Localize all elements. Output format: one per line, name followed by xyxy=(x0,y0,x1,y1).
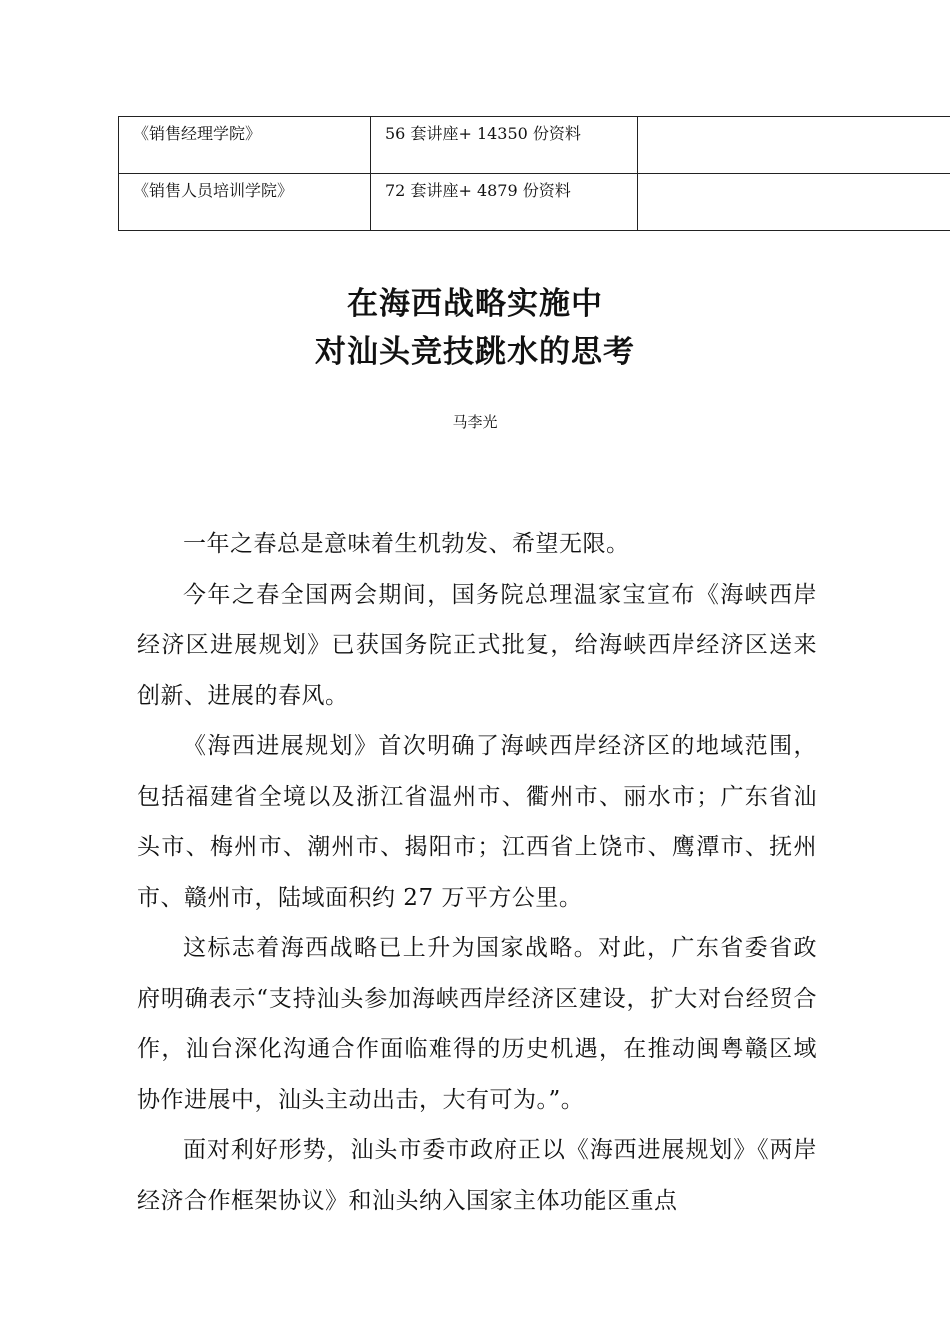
paragraph: 《海西进展规划》首次明确了海峡西岸经济区的地域范围，包括福建省全境以及浙江省温州市、衢州市、丽水市；广东省汕头市、梅州市、潮州市、揭阳市；江西省上饶市、鹰潭市、抚州市、赣州市，陆域面积约 27 万平方公里。 xyxy=(137,733,817,911)
author-name: 马李光 xyxy=(452,413,498,431)
document-title-line-2: 对汕头竞技跳水的思考 xyxy=(315,334,635,370)
table-cell-name: 《销售人员培训学院》 xyxy=(119,174,371,231)
paragraph: 今年之春全国两会期间，国务院总理温家宝宣布《海峡西岸经济区进展规划》已获国务院正式批复，给海峡西岸经济区送来创新、进展的春风。 xyxy=(137,581,817,709)
table-row xyxy=(119,117,950,174)
paragraph: 这标志着海西战略已上升为国家战略。对此，广东省委省政府明确表示“支持汕头参加海峡西岸经济区建设，扩大对台经贸合作，汕台深化沟通合作面临难得的历史机遇，在推动闽粤赣区域协作进展中，汕头主动出击，大有可为。”。 xyxy=(137,935,817,1113)
paragraph: 一年之春总是意味着生机勃发、希望无限。 xyxy=(183,531,630,557)
table-row xyxy=(119,174,950,231)
paragraph: 面对利好形势，汕头市委市政府正以《海西进展规划》《两岸经济合作框架协议》和汕头纳入国家主体功能区重点 xyxy=(137,1137,817,1214)
table-cell-name: 《销售经理学院》 xyxy=(119,117,371,174)
document-title-line-1: 在海西战略实施中 xyxy=(347,286,603,322)
table-cell-extra xyxy=(638,174,950,231)
resource-table xyxy=(118,116,950,231)
table-cell-content: 56 套讲座+ 14350 份资料 xyxy=(371,117,638,174)
table-cell-content: 72 套讲座+ 4879 份资料 xyxy=(371,174,638,231)
table-cell-extra xyxy=(638,117,950,174)
article-body xyxy=(137,519,817,1226)
